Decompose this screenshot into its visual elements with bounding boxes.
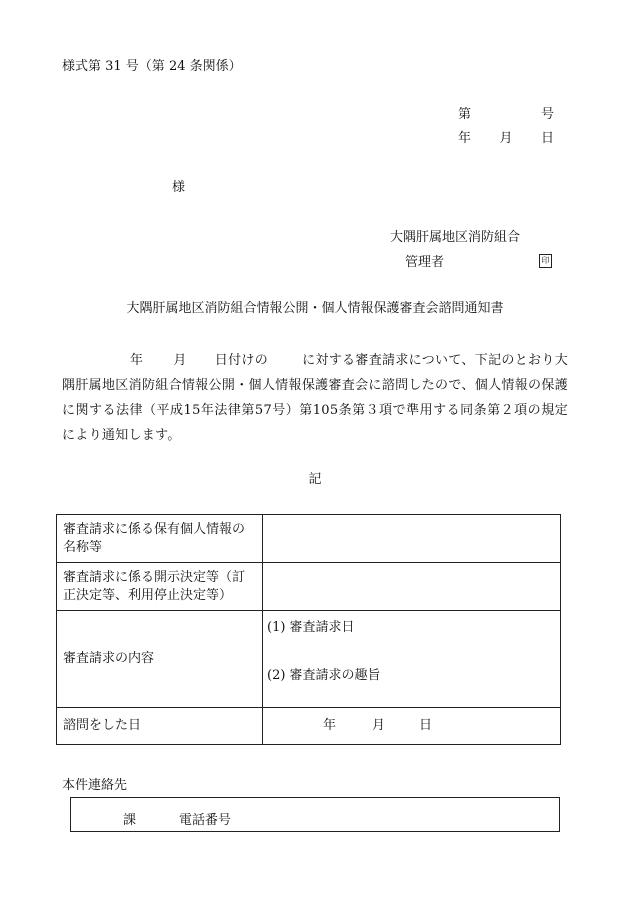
inquiry-year: 年 — [323, 718, 337, 733]
document-date-month: 月 — [499, 131, 513, 146]
inquiry-month: 月 — [372, 718, 386, 733]
contact-section: 課 — [123, 813, 137, 828]
body-day: 日付けの — [214, 353, 269, 368]
document-number-prefix: 第 — [458, 107, 472, 122]
disclosure-decision-value — [263, 563, 561, 611]
body-month: 月 — [173, 353, 187, 368]
document-date — [458, 132, 554, 145]
seal-mark: 印 — [539, 254, 552, 268]
sender-organization: 大隅肝属地区消防組合 — [390, 230, 521, 245]
table-row — [57, 515, 561, 563]
body-text: に対する審査請求について、下記のとおり大隅肝属地区消防組合情報公開・個人情報保護審査会に諮問したので、個人情報の保護に関する法律（平成15年法律第57号）第105条第３項で準用する同条第２項の規定により通知します。 — [62, 353, 569, 443]
table-row — [57, 611, 561, 708]
request-content-label: 審査請求の内容 — [57, 611, 263, 708]
contact-phone-label: 電話番号 — [179, 813, 232, 828]
document-date-day: 日 — [540, 131, 554, 146]
request-date-item: (1) 審査請求日 — [267, 620, 355, 635]
form-number: 様式第 31 号（第 24 条関係） — [62, 59, 242, 74]
ki-heading: 記 — [308, 472, 322, 487]
info-name-value — [263, 515, 561, 563]
disclosure-decision-label: 審査請求に係る開示決定等（訂正決定等、利用停止決定等） — [57, 563, 263, 611]
document-title: 大隅肝属地区消防組合情報公開・個人情報保護審査会諮問通知書 — [126, 301, 504, 316]
sender-title: 管理者 — [405, 255, 445, 270]
info-name-label: 審査請求に係る保有個人情報の名称等 — [57, 515, 263, 563]
inquiry-day: 日 — [419, 718, 433, 733]
document-number — [458, 108, 554, 121]
request-content-value — [263, 611, 561, 708]
body-year: 年 — [130, 353, 144, 368]
inquiry-date-value — [263, 708, 561, 745]
addressee: 様 — [172, 180, 186, 195]
inquiry-date-label: 諮問をした日 — [57, 708, 263, 745]
notice-body — [62, 348, 568, 448]
request-purpose-item: (2) 審査請求の趣旨 — [267, 668, 381, 683]
contact-box — [70, 797, 560, 832]
contact-label: 本件連絡先 — [62, 778, 128, 793]
document-number-suffix: 号 — [540, 107, 554, 122]
table-row — [57, 563, 561, 611]
request-table — [56, 514, 561, 745]
table-row — [57, 708, 561, 745]
document-date-year: 年 — [458, 131, 472, 146]
